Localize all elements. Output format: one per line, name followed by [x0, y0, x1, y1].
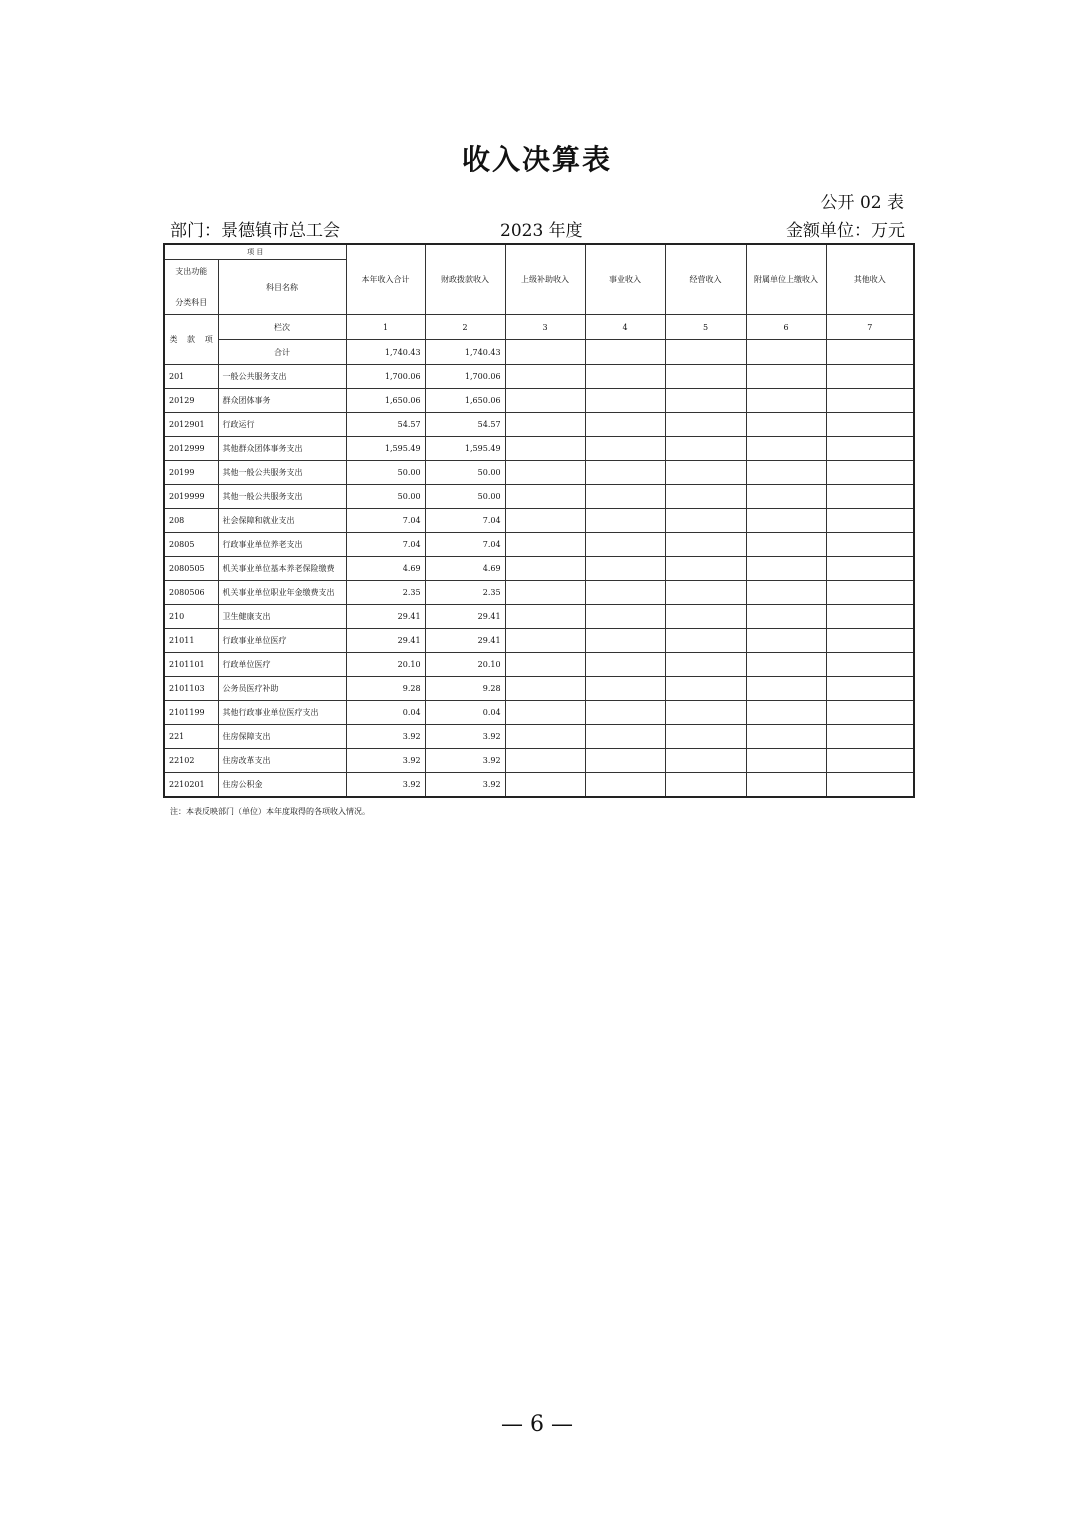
total-empty-cell — [665, 340, 746, 365]
fiscal-income-cell: 3.92 — [425, 749, 505, 773]
empty-income-cell — [505, 485, 585, 509]
subject-code: 210 — [164, 605, 218, 629]
empty-income-cell — [665, 677, 746, 701]
fiscal-income-cell: 1,700.06 — [425, 365, 505, 389]
empty-income-cell — [585, 581, 665, 605]
fiscal-income-cell: 3.92 — [425, 773, 505, 798]
subject-code: 2080506 — [164, 581, 218, 605]
subject-name: 社会保障和就业支出 — [218, 509, 346, 533]
subject-code: 2210201 — [164, 773, 218, 798]
subject-name: 住房公积金 — [218, 773, 346, 798]
table-row — [164, 677, 914, 701]
subject-name-header: 科目名称 — [218, 260, 346, 315]
empty-income-cell — [665, 437, 746, 461]
col-header-3: 上级补助收入 — [505, 244, 585, 315]
empty-income-cell — [665, 773, 746, 798]
xiang-header: 项 — [200, 315, 218, 365]
document-title: 收入决算表 — [461, 143, 612, 176]
fiscal-income-cell: 50.00 — [425, 485, 505, 509]
col-number-3: 3 — [505, 315, 585, 340]
table-row — [164, 749, 914, 773]
subject-name: 行政事业单位医疗 — [218, 629, 346, 653]
fiscal-income-cell: 20.10 — [425, 653, 505, 677]
row-index-label: 栏次 — [218, 315, 346, 340]
empty-income-cell — [746, 461, 826, 485]
empty-income-cell — [826, 725, 914, 749]
subject-name: 其他一般公共服务支出 — [218, 461, 346, 485]
empty-income-cell — [585, 365, 665, 389]
empty-income-cell — [826, 677, 914, 701]
empty-income-cell — [505, 509, 585, 533]
empty-income-cell — [585, 437, 665, 461]
col-header-1: 本年收入合计 — [346, 244, 425, 315]
subject-name: 行政单位医疗 — [218, 653, 346, 677]
subject-code: 201 — [164, 365, 218, 389]
subject-name: 群众团体事务 — [218, 389, 346, 413]
empty-income-cell — [585, 605, 665, 629]
table-row — [164, 725, 914, 749]
empty-income-cell — [826, 461, 914, 485]
subject-code: 20129 — [164, 389, 218, 413]
empty-income-cell — [826, 557, 914, 581]
total-income-cell: 0.04 — [346, 701, 425, 725]
total-income-cell: 9.28 — [346, 677, 425, 701]
table-row — [164, 581, 914, 605]
empty-income-cell — [665, 461, 746, 485]
subject-code: 221 — [164, 725, 218, 749]
total-income-sum: 1,740.43 — [346, 340, 425, 365]
empty-income-cell — [585, 677, 665, 701]
fiscal-income-cell: 3.92 — [425, 725, 505, 749]
empty-income-cell — [665, 749, 746, 773]
empty-income-cell — [665, 485, 746, 509]
empty-income-cell — [746, 413, 826, 437]
empty-income-cell — [746, 389, 826, 413]
col-number-1: 1 — [346, 315, 425, 340]
empty-income-cell — [585, 389, 665, 413]
empty-income-cell — [505, 677, 585, 701]
subject-code: 2080505 — [164, 557, 218, 581]
total-label: 合计 — [218, 340, 346, 365]
total-income-cell: 3.92 — [346, 749, 425, 773]
subject-code: 2101103 — [164, 677, 218, 701]
total-empty-cell — [826, 340, 914, 365]
empty-income-cell — [665, 389, 746, 413]
empty-income-cell — [505, 629, 585, 653]
total-income-cell: 29.41 — [346, 629, 425, 653]
total-income-cell: 4.69 — [346, 557, 425, 581]
empty-income-cell — [746, 773, 826, 798]
empty-income-cell — [505, 725, 585, 749]
empty-income-cell — [665, 629, 746, 653]
subject-name: 行政事业单位养老支出 — [218, 533, 346, 557]
table-row — [164, 365, 914, 389]
subject-name: 机关事业单位基本养老保险缴费 — [218, 557, 346, 581]
subject-code: 2019999 — [164, 485, 218, 509]
empty-income-cell — [746, 725, 826, 749]
table-row — [164, 509, 914, 533]
table-row — [164, 485, 914, 509]
total-income-cell: 3.92 — [346, 725, 425, 749]
empty-income-cell — [505, 605, 585, 629]
empty-income-cell — [505, 437, 585, 461]
empty-income-cell — [585, 461, 665, 485]
fiscal-income-cell: 9.28 — [425, 677, 505, 701]
fiscal-income-cell: 1,595.49 — [425, 437, 505, 461]
empty-income-cell — [746, 533, 826, 557]
lei-header: 类 — [164, 315, 182, 365]
empty-income-cell — [665, 509, 746, 533]
empty-income-cell — [746, 581, 826, 605]
empty-income-cell — [826, 749, 914, 773]
empty-income-cell — [505, 581, 585, 605]
table-row — [164, 389, 914, 413]
subject-name: 一般公共服务支出 — [218, 365, 346, 389]
total-income-cell: 7.04 — [346, 509, 425, 533]
empty-income-cell — [826, 653, 914, 677]
subject-code: 2101101 — [164, 653, 218, 677]
subject-code: 2101199 — [164, 701, 218, 725]
total-income-cell: 50.00 — [346, 485, 425, 509]
empty-income-cell — [505, 653, 585, 677]
subject-name: 其他一般公共服务支出 — [218, 485, 346, 509]
empty-income-cell — [585, 725, 665, 749]
col-number-4: 4 — [585, 315, 665, 340]
empty-income-cell — [746, 437, 826, 461]
func-class-header-line2: 分类科目 — [164, 291, 218, 315]
fiscal-income-cell: 29.41 — [425, 629, 505, 653]
fiscal-income-cell: 50.00 — [425, 461, 505, 485]
empty-income-cell — [585, 485, 665, 509]
empty-income-cell — [665, 701, 746, 725]
kuan-header: 款 — [182, 315, 200, 365]
subject-name: 其他行政事业单位医疗支出 — [218, 701, 346, 725]
total-empty-cell — [746, 340, 826, 365]
empty-income-cell — [665, 413, 746, 437]
empty-income-cell — [585, 557, 665, 581]
empty-income-cell — [826, 605, 914, 629]
subject-name: 住房改革支出 — [218, 749, 346, 773]
table-row — [164, 557, 914, 581]
table-row — [164, 629, 914, 653]
fiscal-income-cell: 7.04 — [425, 533, 505, 557]
subject-name: 卫生健康支出 — [218, 605, 346, 629]
empty-income-cell — [826, 629, 914, 653]
empty-income-cell — [585, 773, 665, 798]
subject-code: 2012901 — [164, 413, 218, 437]
func-class-header-line1: 支出功能 — [164, 260, 218, 284]
table-row — [164, 413, 914, 437]
table-row — [164, 773, 914, 798]
func-class-spacer — [164, 283, 218, 291]
empty-income-cell — [505, 389, 585, 413]
subject-code: 20805 — [164, 533, 218, 557]
empty-income-cell — [826, 365, 914, 389]
fiscal-income-cell: 2.35 — [425, 581, 505, 605]
empty-income-cell — [665, 365, 746, 389]
subject-name: 住房保障支出 — [218, 725, 346, 749]
empty-income-cell — [665, 725, 746, 749]
subject-code: 2012999 — [164, 437, 218, 461]
table-row — [164, 533, 914, 557]
empty-income-cell — [505, 701, 585, 725]
empty-income-cell — [585, 749, 665, 773]
total-income-cell: 3.92 — [346, 773, 425, 798]
subject-name: 行政运行 — [218, 413, 346, 437]
col-header-6: 附属单位上缴收入 — [746, 244, 826, 315]
empty-income-cell — [665, 653, 746, 677]
total-income-cell: 20.10 — [346, 653, 425, 677]
empty-income-cell — [505, 773, 585, 798]
empty-income-cell — [585, 413, 665, 437]
amount-unit-label: 金额单位：万元 — [786, 221, 905, 241]
table-row — [164, 605, 914, 629]
empty-income-cell — [505, 533, 585, 557]
empty-income-cell — [746, 365, 826, 389]
col-header-2: 财政拨款收入 — [425, 244, 505, 315]
income-table — [163, 243, 915, 798]
empty-income-cell — [665, 581, 746, 605]
table-note: 注：本表反映部门（单位）本年度取得的各项收入情况。 — [170, 807, 370, 816]
total-fiscal-income: 1,740.43 — [425, 340, 505, 365]
empty-income-cell — [665, 557, 746, 581]
empty-income-cell — [746, 677, 826, 701]
empty-income-cell — [585, 701, 665, 725]
empty-income-cell — [826, 581, 914, 605]
table-row — [164, 461, 914, 485]
col-number-7: 7 — [826, 315, 914, 340]
total-income-cell: 2.35 — [346, 581, 425, 605]
empty-income-cell — [505, 461, 585, 485]
empty-income-cell — [505, 749, 585, 773]
empty-income-cell — [746, 749, 826, 773]
total-income-cell: 1,595.49 — [346, 437, 425, 461]
empty-income-cell — [826, 437, 914, 461]
report-meta — [170, 216, 905, 242]
empty-income-cell — [746, 509, 826, 533]
total-empty-cell — [585, 340, 665, 365]
fiscal-income-cell: 0.04 — [425, 701, 505, 725]
empty-income-cell — [826, 701, 914, 725]
total-income-cell: 1,700.06 — [346, 365, 425, 389]
subject-code: 20199 — [164, 461, 218, 485]
subject-name: 其他群众团体事务支出 — [218, 437, 346, 461]
empty-income-cell — [505, 413, 585, 437]
page-number: — 6 — — [501, 1412, 573, 1437]
col-header-7: 其他收入 — [826, 244, 914, 315]
empty-income-cell — [826, 509, 914, 533]
empty-income-cell — [746, 701, 826, 725]
empty-income-cell — [746, 485, 826, 509]
fiscal-income-cell: 54.57 — [425, 413, 505, 437]
col-number-5: 5 — [665, 315, 746, 340]
total-income-cell: 7.04 — [346, 533, 425, 557]
department-label: 部门：景德镇市总工会 — [170, 221, 340, 241]
fiscal-income-cell: 7.04 — [425, 509, 505, 533]
empty-income-cell — [746, 557, 826, 581]
fiscal-income-cell: 4.69 — [425, 557, 505, 581]
table-row — [164, 437, 914, 461]
empty-income-cell — [585, 653, 665, 677]
total-empty-cell — [505, 340, 585, 365]
empty-income-cell — [826, 413, 914, 437]
fiscal-income-cell: 29.41 — [425, 605, 505, 629]
empty-income-cell — [505, 557, 585, 581]
col-header-4: 事业收入 — [585, 244, 665, 315]
empty-income-cell — [585, 629, 665, 653]
empty-income-cell — [826, 485, 914, 509]
empty-income-cell — [665, 605, 746, 629]
subject-code: 21011 — [164, 629, 218, 653]
table-code: 公开 02 表 — [820, 193, 904, 213]
empty-income-cell — [585, 533, 665, 557]
fiscal-year-label: 2023 年度 — [500, 221, 583, 241]
empty-income-cell — [826, 773, 914, 798]
empty-income-cell — [746, 653, 826, 677]
empty-income-cell — [826, 533, 914, 557]
empty-income-cell — [746, 629, 826, 653]
subject-name: 公务员医疗补助 — [218, 677, 346, 701]
table-row — [164, 701, 914, 725]
total-income-cell: 50.00 — [346, 461, 425, 485]
col-number-2: 2 — [425, 315, 505, 340]
total-income-cell: 29.41 — [346, 605, 425, 629]
project-header: 项 目 — [164, 244, 346, 260]
empty-income-cell — [746, 605, 826, 629]
empty-income-cell — [505, 365, 585, 389]
subject-name: 机关事业单位职业年金缴费支出 — [218, 581, 346, 605]
subject-code: 208 — [164, 509, 218, 533]
fiscal-income-cell: 1,650.06 — [425, 389, 505, 413]
col-header-5: 经营收入 — [665, 244, 746, 315]
total-income-cell: 1,650.06 — [346, 389, 425, 413]
empty-income-cell — [585, 509, 665, 533]
table-row — [164, 653, 914, 677]
total-income-cell: 54.57 — [346, 413, 425, 437]
empty-income-cell — [826, 389, 914, 413]
subject-code: 22102 — [164, 749, 218, 773]
empty-income-cell — [665, 533, 746, 557]
col-number-6: 6 — [746, 315, 826, 340]
